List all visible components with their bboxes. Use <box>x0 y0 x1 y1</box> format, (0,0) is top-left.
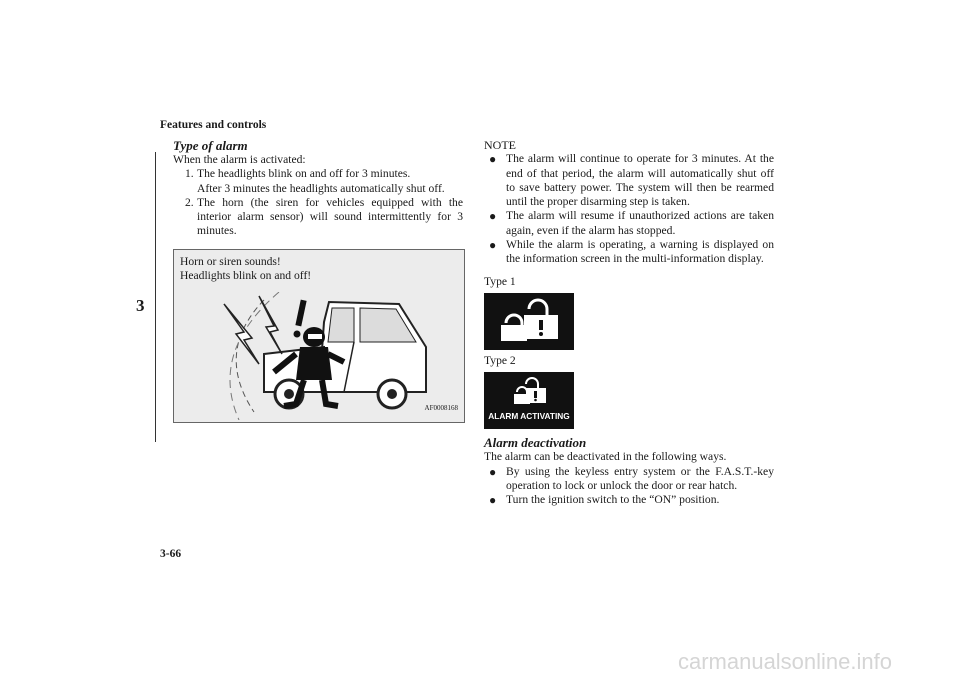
type1-label: Type 1 <box>484 274 516 288</box>
type1-display <box>484 293 574 350</box>
figure-caption-line: Horn or siren sounds! <box>180 254 281 268</box>
note-text: While the alarm is operating, a warning is displayed on the information screen in the multi-information display. <box>506 238 774 266</box>
deactivation-item <box>484 465 774 494</box>
note-item <box>484 209 774 238</box>
right-column <box>484 138 774 507</box>
type-of-alarm-heading: Type of alarm <box>173 138 248 153</box>
alarm-illustration-box <box>173 249 465 423</box>
deactivation-intro: The alarm can be deactivated in the following ways. <box>484 450 727 464</box>
bullet-icon: ● <box>489 152 497 167</box>
step-item <box>173 196 463 239</box>
alarm-intro: When the alarm is activated: <box>173 153 306 166</box>
alarm-steps <box>173 167 463 238</box>
bullet-icon: ● <box>489 464 497 479</box>
note-text: The alarm will continue to operate for 3 minutes. At the end of that period, the alarm will automatically shut off to save battery power. The system will then be rearmed until the proper disarming step is taken. <box>506 152 774 209</box>
alarm-activating-text: ALARM ACTIVATING <box>488 411 570 422</box>
deactivation-list <box>484 465 774 508</box>
bullet-icon: ● <box>489 493 497 508</box>
type2-display <box>484 372 574 429</box>
type2-label: Type 2 <box>484 353 516 367</box>
alarm-deactivation-heading: Alarm deactivation <box>484 435 587 451</box>
chapter-tab <box>117 152 156 442</box>
note-item <box>484 238 774 267</box>
step-item <box>173 167 463 196</box>
note-item <box>484 152 774 209</box>
page-number: 3-66 <box>160 548 182 560</box>
step-subtext: After 3 minutes the headlights automatically shut off. <box>197 181 445 195</box>
figure-caption <box>180 255 311 284</box>
step-text: The horn (the siren for vehicles equipped with the interior alarm sensor) will sound intermittently for 3 minutes. <box>197 195 463 238</box>
watermark: carmanualsonline.info <box>677 649 892 674</box>
note-list <box>484 152 774 266</box>
step-number: 1. <box>185 167 194 181</box>
figure-caption-line: Headlights blink on and off! <box>180 269 312 283</box>
deactivation-text: By using the keyless entry system or the F.A.S.T.-key operation to lock or unlock the door or rear hatch. <box>506 464 774 492</box>
note-text: The alarm will resume if unauthorized actions are taken again, even if the alarm has stopped. <box>506 209 774 237</box>
chapter-number: 3 <box>136 296 145 315</box>
step-number: 2. <box>185 195 194 209</box>
section-header: Features and controls <box>160 119 267 131</box>
left-column <box>173 138 463 423</box>
bullet-icon: ● <box>489 238 497 253</box>
lock-warning-icon <box>484 293 574 350</box>
bullet-icon: ● <box>489 209 497 224</box>
deactivation-text: Turn the ignition switch to the “ON” position. <box>506 493 720 507</box>
deactivation-item <box>484 493 774 507</box>
note-heading: NOTE <box>484 138 516 152</box>
figure-code: AF0008168 <box>424 404 458 413</box>
thief-car-illustration <box>204 292 434 420</box>
step-text: The headlights blink on and off for 3 minutes. <box>197 167 411 181</box>
